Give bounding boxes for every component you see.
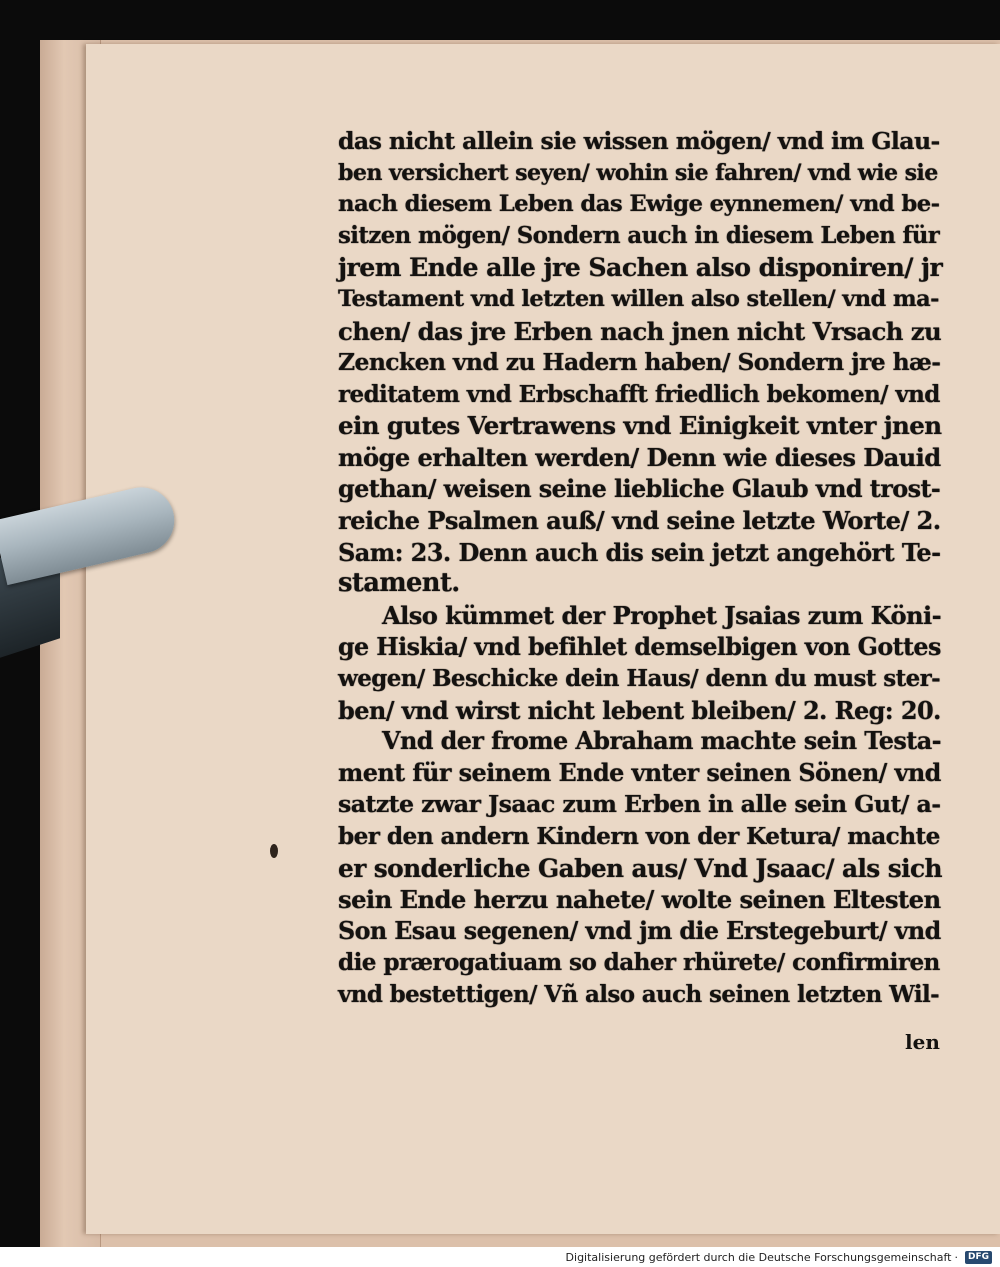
text-line: ein gutes Vertrawens vnd Einigkeit vnter jnen [338,411,942,441]
footer-credit: Digitalisierung gefördert durch die Deutsche Forschungsgemeinschaft [565,1250,952,1264]
ink-speck [270,844,278,858]
text-line: Sam: 23. Denn auch dis sein jetzt angehört Te- [338,537,941,567]
scanned-text-block [338,126,948,1011]
text-line: das nicht allein sie wissen mögen/ vnd im Glau- [338,127,940,155]
text-line: nach diesem Leben das Ewige eynnemen/ vnd be- [338,191,940,218]
text-line: chen/ das jre Erben nach jnen nicht Vrsach zu [338,316,942,346]
text-line: gethan/ weisen seine liebliche Glaub vnd trost- [338,474,941,503]
footer-separator: · [954,1250,958,1264]
text-line: sitzen mögen/ Sondern auch in diesem Leben für [338,222,940,249]
text-line: Son Esau segenen/ vnd jm die Erstegeburt/ vnd [338,916,941,945]
text-line: reiche Psalmen auß/ vnd seine letzte Worte/ 2. [338,506,941,536]
text-line: reditatem vnd Erbschafft friedlich bekomen/ vnd [338,380,940,408]
text-line: wegen/ Beschicke dein Haus/ denn du must ster- [338,665,941,693]
text-line: Testament vnd letzten willen also stellen/ vnd ma- [338,285,939,312]
text-line: ber den andern Kindern von der Ketura/ machte [338,823,940,851]
text-line: ben/ vnd wirst nicht lebent bleiben/ 2. Reg: 20. [338,695,941,725]
text-line: Also kümmet der Prophet Jsaias zum Köni- [382,600,942,630]
text-line: Vnd der frome Abraham machte sein Testa- [382,727,941,756]
digitization-footer [0,1247,1000,1267]
text-line: er sonderliche Gaben aus/ Vnd Jsaac/ als sich [338,853,942,883]
text-line: ben versichert seyen/ wohin sie fahren/ vnd wie sie [338,159,938,186]
text-line: stament. [338,568,460,599]
text-line: vnd bestettigen/ Vñ also auch seinen letzten Wil- [338,981,940,1009]
text-line: satzte zwar Jsaac zum Erben in alle sein Gut/ a- [338,790,941,819]
text-line: möge erhalten werden/ Denn wie dieses Dauid [338,442,941,472]
dfg-logo-icon: DFG [965,1251,992,1264]
catchword: len [905,1030,940,1054]
text-line: ge Hiskia/ vnd befihlet demselbigen von Gottes [338,632,941,661]
text-line: sein Ende herzu nahete/ wolte seinen Eltesten [338,885,941,915]
text-line: Zencken vnd zu Hadern haben/ Sondern jre hæ- [338,348,941,377]
text-line: die prærogatiuam so daher rhürete/ confirmiren [338,949,940,977]
text-line: ment für seinem Ende vnter seinen Sönen/ vnd [338,758,941,787]
text-line: jrem Ende alle jre Sachen also disponiren/ jr [338,252,943,283]
